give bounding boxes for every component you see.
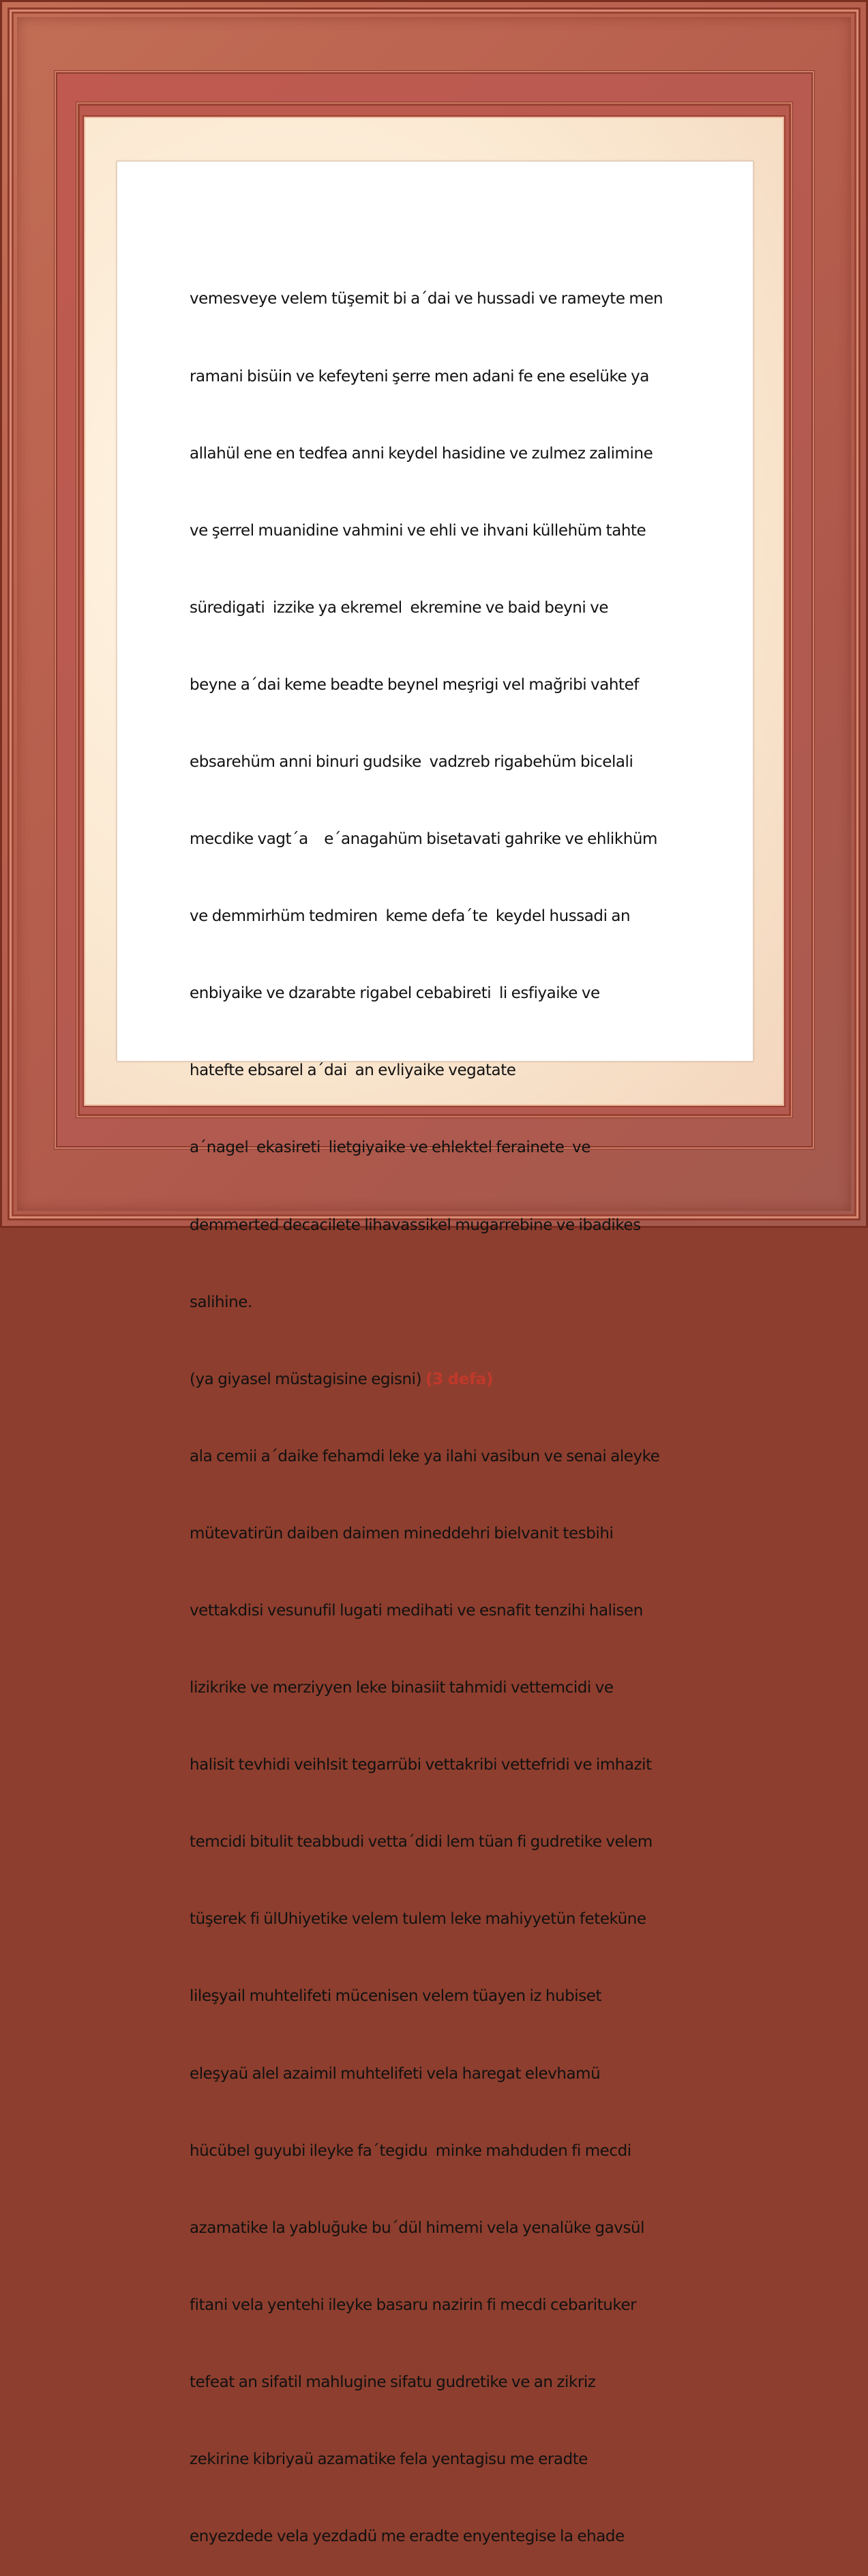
text-line: temcidi bitulit teabbudi vetta´didi lem tüan fi gudretike velem bbox=[190, 1833, 653, 1852]
text-line: eleşyaü alel azaimil muhtelifeti vela haregat elevhamü bbox=[190, 2064, 601, 2083]
text-line: ala cemii a´daike fehamdi leke ya ilahi vasibun ve senai aleyke bbox=[190, 1447, 660, 1465]
text-line: ve demmirhüm tedmiren keme defa´te keydel hussadi an bbox=[190, 907, 631, 926]
text-line: fitani vela yentehi ileyke basaru nazirin fi mecdi cebarituker bbox=[190, 2296, 637, 2314]
text-line: tefeat an sifatil mahlugine sifatu gudretike ve an zikriz bbox=[190, 2373, 596, 2391]
text-line: hatefte ebsarel a´dai an evliyaike vegatate bbox=[190, 1062, 516, 1080]
text-line: mütevatirün daiben daimen mineddehri bielvanit tesbihi bbox=[190, 1524, 614, 1542]
text-line: ramani bisüin ve kefeyteni şerre men adani fe ene eselüke ya bbox=[190, 367, 649, 385]
text-line: ebsarehüm anni binuri gudsike vadzreb rigabehüm bicelali bbox=[190, 752, 633, 771]
text-line: zekirine kibriyaü azamatike fela yentagisu me eradte bbox=[190, 2450, 588, 2469]
text-line: a´nagel ekasireti lietgiyaike ve ehlektel ferainete ve bbox=[190, 1139, 591, 1157]
text-line: lizikrike ve merziyyen leke binasiit tahmidi vettemcidi ve bbox=[190, 1679, 614, 1697]
text-line: vettakdisi vesunufil lugati medihati ve esnafit tenzihi halisen bbox=[190, 1602, 643, 1620]
text-line: hücübel guyubi ileyke fa´tegidu minke mahduden fi mecdi bbox=[190, 2141, 631, 2160]
text-line: salihine. bbox=[190, 1293, 252, 1311]
text-line: ve şerrel muanidine vahmini ve ehli ve ihvani küllehüm tahte bbox=[190, 521, 646, 540]
text-line: enyezdede vela yezdadü me eradte enyentegise la ehade bbox=[190, 2528, 625, 2546]
text-line: mecdike vagt´a e´anagahüm bisetavati gahrike ve ehlikhüm bbox=[190, 830, 657, 849]
text-line: halisit tevhidi veihlsit tegarrübi vettakribi vettefridi ve imhazit bbox=[190, 1756, 652, 1774]
text-line: azamatike la yabluğuke bu´dül himemi vela yenalüke gavsül bbox=[190, 2219, 645, 2237]
invocation-line bbox=[190, 1367, 708, 1393]
text-line: vemesveye velem tüşemit bi a´dai ve hussadi ve rameyte men bbox=[190, 290, 663, 308]
text-line: süredigati izzike ya ekremel ekremine ve baid beyni ve bbox=[190, 598, 609, 617]
text-line: demmerted decacilete lihavassikel mugarrebine ve ibadikes bbox=[190, 1216, 641, 1234]
text-line: tüşerek fi ülUhiyetike velem tulem leke mahiyyetün feteküne bbox=[190, 1910, 646, 1929]
text-line: enbiyaike ve dzarabte rigabel cebabireti li esfiyaike ve bbox=[190, 984, 600, 1003]
text-line: lileşyail muhtelifeti mücenisen velem tüayen iz hubiset bbox=[190, 1987, 602, 2006]
invocation-text: (ya giyasel müstagisine egisni) bbox=[190, 1370, 425, 1388]
text-line: allahül ene en tedfea anni keydel hasidine ve zulmez zalimine bbox=[190, 444, 653, 463]
repeat-note: (3 defa) bbox=[425, 1370, 494, 1388]
document-text bbox=[190, 235, 708, 2576]
text-line: beyne a´dai keme beadte beynel meşrigi vel mağribi vahtef bbox=[190, 675, 639, 694]
